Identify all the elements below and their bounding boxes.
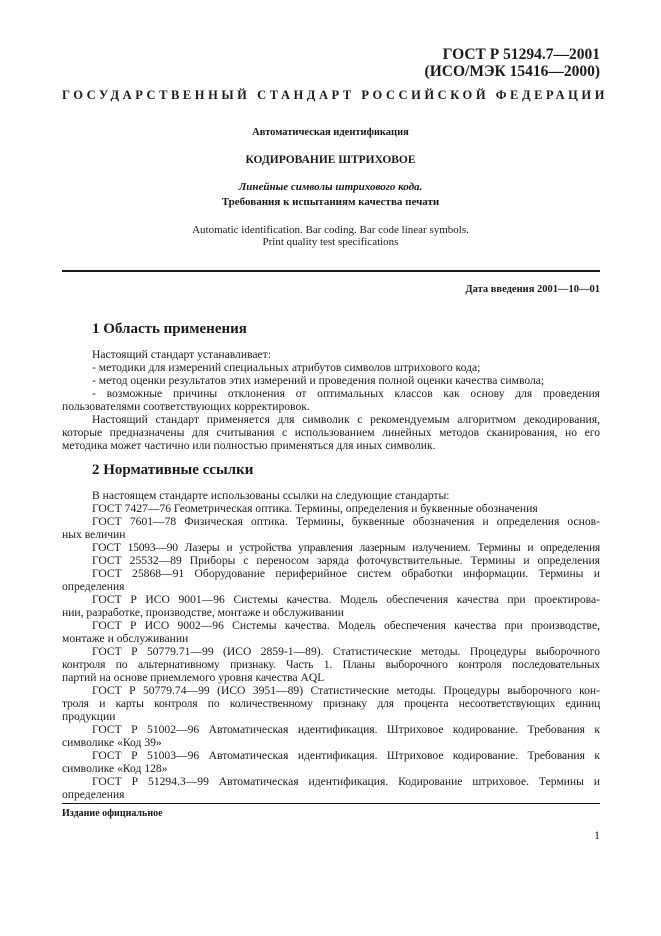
text-line: - методики для измерений специальных атрибутов символов штрихового кода; [92, 361, 481, 374]
english-title-line-2: Print quality test specifications [262, 236, 399, 248]
section-2-heading: 2 Нормативные ссылки [92, 462, 254, 478]
reference-line: ГОСТ Р 50779.71—99 (ИСО 2859-1—89). Статистические методы. Процедуры выборочного [92, 645, 600, 658]
text-line: - возможные причины отклонения от оптимальных классов как основу для проведения [92, 387, 600, 400]
text-line: Настоящий стандарт устанавливает: [92, 348, 271, 361]
reference-line: ГОСТ Р ИСО 9001—96 Системы качества. Модель обеспечения качества при проектирова- [92, 593, 600, 606]
reference-line: ГОСТ 7427—76 Геометрическая оптика. Термины, определения и буквенные обозначения [92, 502, 538, 515]
reference-line: монтаже и обслуживании [62, 632, 189, 645]
reference-line: ных величин [62, 528, 126, 541]
state-standard-banner: ГОСУДАРСТВЕННЫЙ СТАНДАРТ РОССИЙСКОЙ ФЕДЕРАЦИИ [62, 88, 608, 102]
reference-line: ГОСТ Р ИСО 9002—96 Системы качества. Модель обеспечения качества при производстве, [92, 619, 600, 632]
reference-line: контроля по альтернативному признаку. Часть 1. Планы выборочного контроля последовательных [62, 658, 600, 671]
reference-line: ГОСТ Р 51002—96 Автоматическая идентификация. Штриховое кодирование. Требования к [92, 723, 600, 736]
reference-line: ГОСТ 25532—89 Приборы с переносом заряда фоточувствительные. Термины и определения [92, 554, 600, 567]
reference-line: определения [62, 580, 125, 593]
reference-line: партий на основе приемлемого уровня качества AQL [62, 671, 325, 684]
reference-line: ГОСТ 15093—90 Лазеры и устройства управления лазерным излучением. Термины и определения [92, 541, 600, 554]
english-title-line-1: Automatic identification. Bar coding. Bar code linear symbols. [192, 224, 469, 236]
reference-line: ГОСТ 7601—78 Физическая оптика. Термины, буквенные обозначения и определения основ- [92, 515, 600, 528]
official-edition-label: Издание официальное [62, 808, 163, 819]
subtitle-line-1: Линейные символы штрихового кода. [238, 181, 423, 193]
standard-code: ГОСТ Р 51294.7—2001 [442, 46, 600, 63]
subtitle-line-2: Требования к испытаниям качества печати [221, 196, 440, 208]
text-line: Настоящий стандарт применяется для символик с рекомендуемым алгоритмом декодирования, [92, 413, 600, 426]
text-line: которые предназначены для считывания с использованием линейных методов сканирования, но его [62, 426, 600, 439]
main-title: КОДИРОВАНИЕ ШТРИХОВОЕ [245, 154, 416, 166]
text-line: - метод оценки результатов этих измерений и проведения полной оценки качества символа; [92, 374, 545, 387]
reference-line: символике «Код 39» [62, 736, 162, 749]
reference-line: символике «Код 128» [62, 762, 168, 775]
field-title: Автоматическая идентификация [252, 127, 409, 138]
title-divider [62, 270, 600, 272]
reference-line: ГОСТ Р 50779.74—99 (ИСО 3951—89) Статистические методы. Процедуры выборочного кон- [92, 684, 600, 697]
section-1-heading: 1 Область применения [92, 321, 247, 337]
footer-divider [62, 803, 600, 804]
reference-line: троля и карты контроля по количественному признаку для процента несоответствующих единиц [62, 697, 600, 710]
reference-line: ГОСТ Р 51003—96 Автоматическая идентификация. Штриховое кодирование. Требования к [92, 749, 600, 762]
reference-line: ГОСТ Р 51294.3—99 Автоматическая идентификация. Кодирование штриховое. Термины и [92, 775, 600, 788]
reference-line: нии, разработке, производстве, монтаже и обслуживании [62, 606, 344, 619]
page-number: 1 [594, 828, 600, 842]
text-line: пользователями соответствующих корректировок. [62, 400, 310, 413]
reference-line: ГОСТ 25868—91 Оборудование периферийное систем обработки информации. Термины и [92, 567, 600, 580]
iso-code: (ИСО/МЭК 15416—2000) [424, 63, 600, 80]
reference-line: определения [62, 788, 125, 801]
reference-line: продукции [62, 710, 116, 723]
text-line: методика может частично или полностью применяться для иных символик. [62, 439, 436, 452]
introduction-date: Дата введения 2001—10—01 [465, 284, 600, 295]
text-line: В настоящем стандарте использованы ссылки на следующие стандарты: [92, 489, 450, 502]
